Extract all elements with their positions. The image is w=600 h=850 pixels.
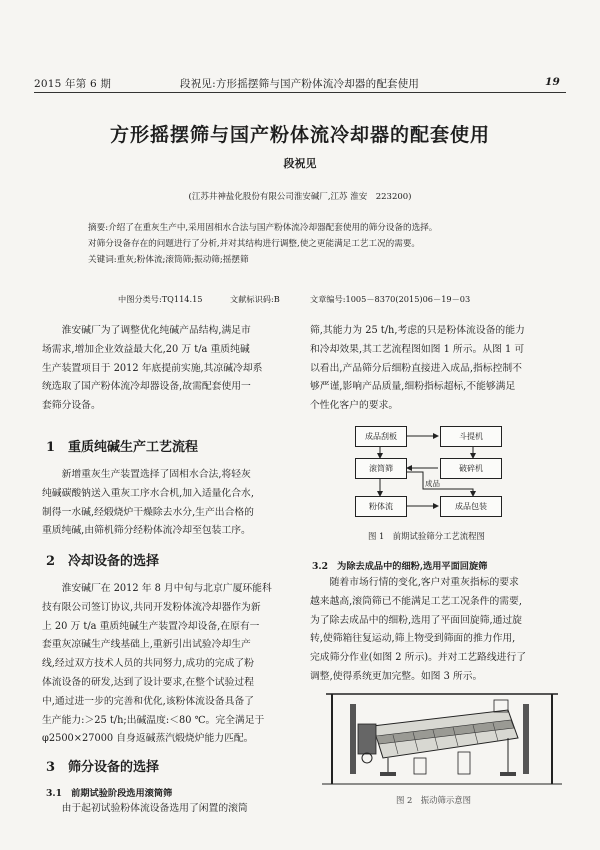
text-line: 个性化客户的要求。 bbox=[310, 400, 399, 412]
header-rule bbox=[34, 92, 566, 93]
text-line: 完成筛分作业(如图 2 所示)。并对工艺路线进行了 bbox=[310, 652, 527, 664]
text-line: 中,通过进一步的完善和优化,该粉体流设备具备了 bbox=[42, 695, 254, 707]
text-line: 以看出,产品筛分后细粉直接进入成品,指标控制不 bbox=[310, 362, 522, 374]
article-number: 文章编号:1005－8370(2015)06－19－03 bbox=[310, 294, 471, 304]
article-author: 段祝见 bbox=[283, 157, 317, 170]
figure-1-flowchart bbox=[355, 425, 525, 525]
box-bucket-elevator: 斗提机 bbox=[440, 426, 502, 447]
text-line: 淮安碱厂为了调整优化纯碱产品结构,满足市 bbox=[42, 325, 251, 336]
section-3-1-title: 3.1 前期试验阶段选用滚筒筛 bbox=[46, 788, 173, 799]
section-2-title: 2 冷却设备的选择 bbox=[46, 554, 160, 569]
article-title: 方形摇摆筛与国产粉体流冷却器的配套使用 bbox=[109, 124, 490, 146]
header-page-number: 19 bbox=[545, 76, 561, 88]
figure-1-caption: 图 1 前期试验筛分工艺流程图 bbox=[368, 531, 485, 541]
box-drum-screen: 滚筒筛 bbox=[355, 458, 407, 479]
text-line: 套重灰凉碱生产线基础上,重新引出试验冷却生产 bbox=[42, 639, 251, 651]
figure-2-schematic bbox=[318, 688, 566, 788]
document-code: 文献标识码:B bbox=[230, 294, 280, 304]
keywords: 关键词:重灰;粉体流;滚筒筛;振动筛;摇摆筛 bbox=[88, 255, 249, 265]
text-line: 淮安碱厂在 2012 年 8 月中旬与北京广厦环能科 bbox=[42, 583, 272, 594]
box-crusher: 破碎机 bbox=[440, 458, 502, 479]
text-line: 场需求,增加企业效益最大化,20 万 t/a 重质纯碱 bbox=[42, 343, 250, 355]
text-line: 和冷却效果,其工艺流程图如图 1 所示。从图 1 可 bbox=[310, 343, 525, 355]
abstract-line: 对筛分设备存在的问题进行了分析,并对其结构进行调整,使之更能满足工艺工况的需要。 bbox=[88, 239, 421, 249]
text-line: 新增重灰生产装置选择了固相水合法,将轻灰 bbox=[42, 469, 251, 480]
text-line: 纯碱碳酸钠送入重灰工序水合机,加入适量化合水, bbox=[42, 487, 254, 499]
text-line: 线,经过双方技术人员的共同努力,成功的完成了粉 bbox=[42, 658, 254, 670]
text-line: 套筛分设备。 bbox=[42, 400, 101, 412]
text-line: 上 20 万 t/a 重质纯碱生产装置冷却设备,在原有一 bbox=[42, 620, 260, 632]
section-3-title: 3 筛分设备的选择 bbox=[46, 760, 160, 775]
section-3-2-paragraph bbox=[310, 574, 568, 687]
text-line: 随着市场行情的变化,客户对重灰指标的要求 bbox=[310, 577, 519, 588]
text-line: 由于起初试验粉体流设备选用了闲置的滚筒 bbox=[42, 803, 248, 814]
article-affiliation: (江苏井神盐化股份有限公司淮安碱厂,江苏 淮安 223200) bbox=[188, 192, 412, 202]
text-line: 调整,使得系统更加完整。如图 3 所示。 bbox=[310, 670, 483, 682]
text-line: 筛,其能力为 25 t/h,考虑的只是粉体流设备的能力 bbox=[310, 325, 525, 336]
text-line: 统选取了国产粉体流冷却器设备,故需配套使用一 bbox=[42, 381, 251, 393]
box-product-hopper: 成品刮板 bbox=[355, 426, 407, 447]
text-line: 够严谨,影响产品质量,细粉指标超标,不能够满足 bbox=[310, 381, 516, 393]
clc-number: 中图分类号:TQ114.15 bbox=[118, 294, 203, 304]
header-running-title: 段祝见:方形摇摆筛与国产粉体流冷却器的配套使用 bbox=[180, 78, 420, 90]
text-line: 制得一水碱,经煅烧炉干燥除去水分,生产出合格的 bbox=[42, 506, 254, 518]
text-line: 体流设备的研发,达到了设计要求,在整个试验过程 bbox=[42, 676, 254, 688]
right-paragraph-1 bbox=[310, 322, 568, 416]
text-line: 生产装置项目于 2012 年底提前实施,其凉碱冷却系 bbox=[42, 362, 263, 374]
section-2-paragraph bbox=[42, 580, 297, 749]
section-1-paragraph bbox=[42, 466, 297, 541]
arrow-label-product: 成品 bbox=[425, 479, 440, 488]
vibrating-screen-drawing bbox=[318, 688, 566, 788]
abstract bbox=[88, 220, 518, 268]
text-line: 重质纯碱,由筛机筛分经粉体流冷却至包装工序。 bbox=[42, 525, 251, 537]
section-3-2-title: 3.2 为除去成品中的细粉,选用平面回旋筛 bbox=[312, 561, 488, 572]
figure-2-caption: 图 2 振动筛示意图 bbox=[396, 795, 471, 805]
abstract-line: 摘要:介绍了在重灰生产中,采用固相水合法与国产粉体流冷却器配套使用的筛分设备的选择。 bbox=[88, 223, 438, 233]
text-line: 转,使筛箱往复运动,筛上物受到筛面的推力作用, bbox=[310, 633, 516, 645]
text-line: 为了除去成品中的细粉,选用了平面回旋筛,通过旋 bbox=[310, 614, 522, 626]
intro-paragraph bbox=[42, 322, 297, 416]
section-3-1-paragraph bbox=[42, 800, 297, 819]
section-1-title: 1 重质纯碱生产工艺流程 bbox=[46, 440, 199, 455]
box-product-packing: 成品包装 bbox=[440, 496, 502, 517]
text-line: φ2500×27000 自身返碱蒸汽煅烧炉能力匹配。 bbox=[42, 733, 254, 745]
text-line: 生产能力:＞25 t/h;出碱温度:＜80 ℃。完全满足于 bbox=[42, 714, 265, 726]
box-powder-flow: 粉体流 bbox=[355, 496, 407, 517]
header-issue: 2015 年第 6 期 bbox=[34, 78, 112, 90]
text-line: 越来越高,滚筒筛已不能满足工艺工况条件的需要, bbox=[310, 595, 522, 607]
text-line: 技有限公司签订协议,共同开发粉体流冷却器作为新 bbox=[42, 601, 261, 613]
